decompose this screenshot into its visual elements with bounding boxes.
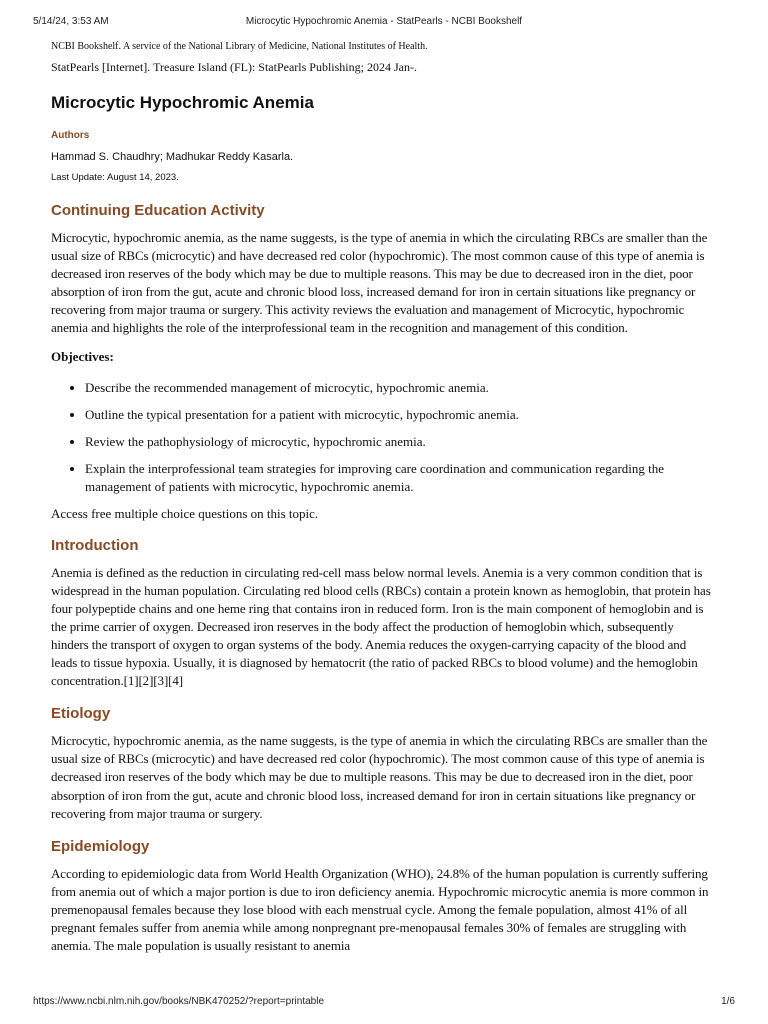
print-footer: [33, 996, 735, 1010]
bookshelf-notice: NCBI Bookshelf. A service of the National Library of Medicine, National Institutes of Health.: [51, 41, 428, 52]
page-title: Microcytic Hypochromic Anemia: [51, 93, 314, 112]
section-etiology: [51, 705, 713, 822]
print-header: [33, 16, 735, 30]
print-page-title: Microcytic Hypochromic Anemia - StatPearls - NCBI Bookshelf: [245, 16, 523, 27]
citation: StatPearls [Internet]. Treasure Island (FL): StatPearls Publishing; 2024 Jan-.: [51, 60, 417, 74]
objective-item: • Describe the recommended management of microcytic, hypochromic anemia.: [85, 379, 713, 397]
section-continuing-education: [51, 202, 713, 523]
print-datetime: 5/14/24, 3:53 AM: [33, 16, 109, 27]
section-heading-continuing-education: Continuing Education Activity: [51, 202, 265, 219]
objective-item: • Explain the interprofessional team strategies for improving care coordination and communication regarding the management of patients with microcytic, hypochromic anemia.: [85, 460, 713, 496]
section-introduction: [51, 537, 713, 691]
objective-item: • Review the pathophysiology of microcytic, hypochromic anemia.: [85, 433, 713, 451]
last-update: Last Update: August 14, 2023.: [51, 172, 179, 183]
objectives-label: Objectives:: [51, 348, 114, 364]
section-epidemiology: [51, 838, 713, 955]
document-body: [51, 40, 713, 955]
page-url: https://www.ncbi.nlm.nih.gov/books/NBK470252/?report=printable: [33, 996, 325, 1007]
authors-label[interactable]: Authors: [51, 130, 90, 141]
section-heading-etiology: Etiology: [51, 705, 111, 723]
introduction-paragraph: Anemia is defined as the reduction in circulating red-cell mass below normal levels. Anemia is a very common condition that is widespread in the human population. Circulating red blood cells (RBCs) contain a protein known as hemoglobin, that protein has four polypeptide chains and one heme ring that contains iron in reduced form. Iron is the main component of hemoglobin and is the prime carrier of oxygen. Decreased iron reserves in the body affect the production of hemoglobin which, subsequently hinders the transport of oxygen to organ systems of the body. Anemia reduces the oxygen-carrying capacity of the blood and leads to tissue hypoxia. Usually, it is diagnosed by hematocrit (the ratio of packed RBCs to blood volume) and the hemoglobin concentration.[1][2][3][4]: [51, 564, 711, 689]
etiology-paragraph: Microcytic, hypochromic anemia, as the name suggests, is the type of anemia in which the circulating RBCs are smaller than the usual size of RBCs (microcytic) and have decreased red color (hypochromic). The most common cause of this type of anemia is decreased iron reserves of the body which may be due to multiple reasons. This may be due to decreased iron in the diet, poor absorption of iron from the gut, acute and chronic blood loss, increased demand for iron in certain situations like pregnancy or recovering from major trauma or surgery.: [51, 733, 708, 821]
objectives-list: [51, 379, 713, 496]
section-heading-introduction: Introduction: [51, 536, 139, 554]
authors-list: Hammad S. Chaudhry; Madhukar Reddy Kasarla.: [51, 151, 294, 163]
epidemiology-paragraph: According to epidemiologic data from World Health Organization (WHO), 24.8% of the human population is currently suffering from anemia out of which a major portion is due to iron deficiency anemia. Hypochromic microcytic anemia is more common in premenopausal females because they lose blood with each menstrual cycle. Among the female population, almost 41% of all pregnant females suffer from anemia while among nonpregnant pre-menopausal females 30% of females are struggling with anemia. The male population is usually resistant to anemia: [51, 865, 709, 954]
objective-item: • Outline the typical presentation for a patient with microcytic, hypochromic anemia.: [85, 406, 713, 424]
section-heading-epidemiology: Epidemiology: [51, 837, 150, 855]
page-number: 1/6: [721, 996, 735, 1007]
continuing-education-paragraph: Microcytic, hypochromic anemia, as the name suggests, is the type of anemia in which the circulating RBCs are smaller than the usual size of RBCs (microcytic) and have decreased red color (hypochromic). The most common cause of this type of anemia is decreased iron reserves of the body which may be due to multiple reasons. This may be due to decreased iron in the diet, poor absorption of iron from the gut, acute and chronic blood loss, increased demand for iron in certain situations like pregnancy or recovering from major trauma or surgery. This activity reviews the evaluation and management of Microcytic, hypochromic anemia and highlights the role of the interprofessional team in the recognition and management of this condition.: [51, 230, 708, 336]
access-questions-link[interactable]: Access free multiple choice questions on this topic.: [51, 505, 319, 521]
